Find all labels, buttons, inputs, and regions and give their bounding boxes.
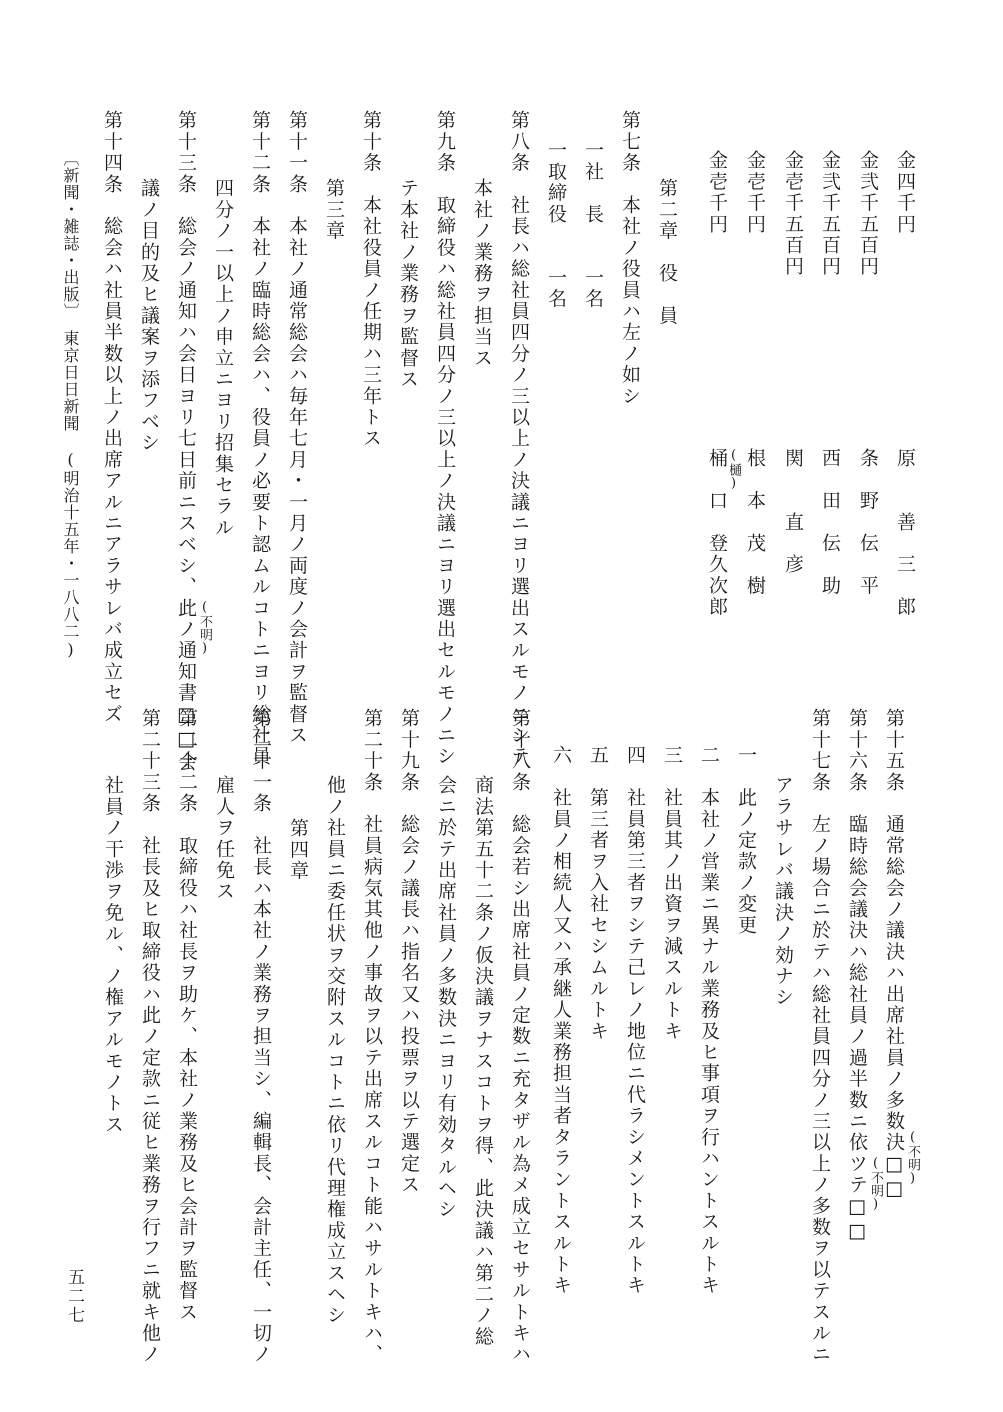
item-3: 三 社員其ノ出資ヲ減スルトキ [661, 745, 683, 1042]
name-1: 原 善 三 郎 [894, 448, 916, 618]
article-10: 第十条 本社役員ノ任期ハ三年トス [360, 110, 382, 450]
article-7: 第七条 本社ノ役員ハ左ノ如シ [619, 110, 641, 407]
item-6: 六 社員ノ相続人又ハ承継人業務担当者タラントスルトキ [550, 745, 572, 1297]
chapter2-title: 第二章 役 員 [656, 178, 678, 327]
article-18-line2: 商法第五十二条ノ仮決議ヲナスコトヲ得、此決議ハ第二ノ総 [472, 775, 494, 1348]
item-2: 二 本社ノ営業ニ異ナル業務及ヒ事項ヲ行ハントスルトキ [698, 745, 720, 1297]
article-12-line1: 第十二条 本社ノ臨時総会ハ、役員ノ必要ト認ムルコトニヨリ総社員 [249, 110, 271, 768]
amount-2: 金弐千五百円 [857, 150, 879, 278]
name-3: 西 田 伝 助 [819, 448, 841, 597]
name-2: 条 野 伝 平 [857, 448, 879, 597]
article-13-line2: 議ノ目的及ヒ議案ヲ添フベシ [138, 178, 160, 454]
source-date: (明治十五年・一八八二) [61, 450, 80, 660]
chapter3-title: 第三章 [323, 178, 345, 242]
amount-5: 金壱千円 [744, 150, 766, 235]
amount-1: 金四千円 [894, 150, 916, 235]
article-18-line3: 会ニ於テ出席社員ノ多数決ニヨリ有効タルヘシ [435, 775, 457, 1221]
article-23-line2: 社員ノ干渉ヲ免ル、ノ権アルモノトス [102, 775, 124, 1136]
article-22: 第二十二条 取締役ハ社長ヲ助ケ、本社ノ業務及ヒ会計ヲ監督ス [176, 708, 198, 1323]
article-15-note: (不明) [905, 1130, 920, 1186]
article-12-line2: 四分ノ一以上ノ申立ニヨリ招集セラル [212, 178, 234, 539]
article-20-line1: 第二十条 社員病気其他ノ事故ヲ以テ出席スルコト能ハサルトキハ、 [361, 708, 383, 1366]
role-president: 一社 長 一名 [582, 140, 604, 310]
article-13-line1: 第十三条 総会ノ通知ハ会日ヨリ七日前ニスベシ、此ノ通知書□□会 [175, 110, 197, 774]
chapter4-title: 第四章 [287, 818, 309, 882]
page-number: 五二七 [64, 1268, 84, 1325]
article-17-line2: アラサレバ議決ノ効ナシ [772, 775, 794, 1009]
name-4: 関 直 彦 [782, 448, 804, 576]
role-director: 一取締役 一名 [545, 140, 567, 310]
name-note: (樋) [726, 448, 741, 491]
article-18-line1: 第十八条 総会若シ出席社員ノ定数ニ充タザル為メ成立セサルトキハ [509, 708, 531, 1366]
article-13-note: (不明) [197, 600, 212, 656]
name-5: 根 本 茂 樹 [744, 448, 766, 597]
article-9-line1: 第九条 取締役ハ総社員四分ノ三以上ノ決議ニヨリ選出セルモノニシ [434, 110, 456, 768]
article-8-line1: 第八条 社長ハ総社員四分ノ三以上ノ決議ニヨリ選出スルモノニシテ [508, 110, 530, 768]
article-15: 第十五条 通常総会ノ議決ハ出席社員ノ多数決□□ [883, 708, 905, 1202]
amount-6: 金壱千円 [706, 150, 728, 235]
source-title: 東京日日新聞 [61, 330, 80, 432]
article-11: 第十一条 本社ノ通常総会ハ毎年七月・一月ノ両度ノ会計ヲ監督ス [286, 110, 308, 746]
item-5: 五 第三者ヲ入社セシムルトキ [587, 745, 609, 1042]
article-9-line2: テ本社ノ業務ヲ監督ス [397, 178, 419, 390]
article-17-line1: 第十七条 左ノ場合ニ於テハ総社員四分ノ三以上ノ多数ヲ以テスルニ [809, 708, 831, 1366]
amount-4: 金壱千五百円 [782, 150, 804, 278]
source-label: 〔新聞・雑誌・出版〕 [61, 150, 80, 320]
article-14: 第十四条 総会ハ社員半数以上ノ出席アルニアラサレバ成立セズ [101, 110, 123, 725]
article-21-line1: 第二十一条 社長ハ本社ノ業務ヲ担当シ、編輯長、会計主任、一切ノ [250, 708, 272, 1366]
article-16: 第十六条 臨時総会議決ハ総社員ノ過半数ニ依ツテ□□ [846, 708, 868, 1244]
item-1: 一 此ノ定款ノ変更 [735, 745, 757, 936]
article-20-line2: 他ノ社員ニ委任状ヲ交附スルコトニ依リ代理権成立スヘシ [324, 775, 346, 1327]
article-8-line2: 本社ノ業務ヲ担当ス [471, 178, 493, 369]
name-6: 桶 口 登久次郎 [706, 448, 728, 618]
article-16-note: (不明) [868, 1156, 883, 1212]
item-4: 四 社員第三者ヲシテ己レノ地位ニ代ラシメントスルトキ [624, 745, 646, 1297]
article-21-line2: 雇人ヲ任免ス [213, 775, 235, 903]
article-23-line1: 第二十三条 社長及ヒ取締役ハ此ノ定款ニ従ヒ業務ヲ行フニ就キ他ノ [139, 708, 161, 1366]
amount-3: 金弐千五百円 [819, 150, 841, 278]
article-19: 第十九条 総会ノ議長ハ指名又ハ投票ヲ以テ選定ス [398, 708, 420, 1196]
